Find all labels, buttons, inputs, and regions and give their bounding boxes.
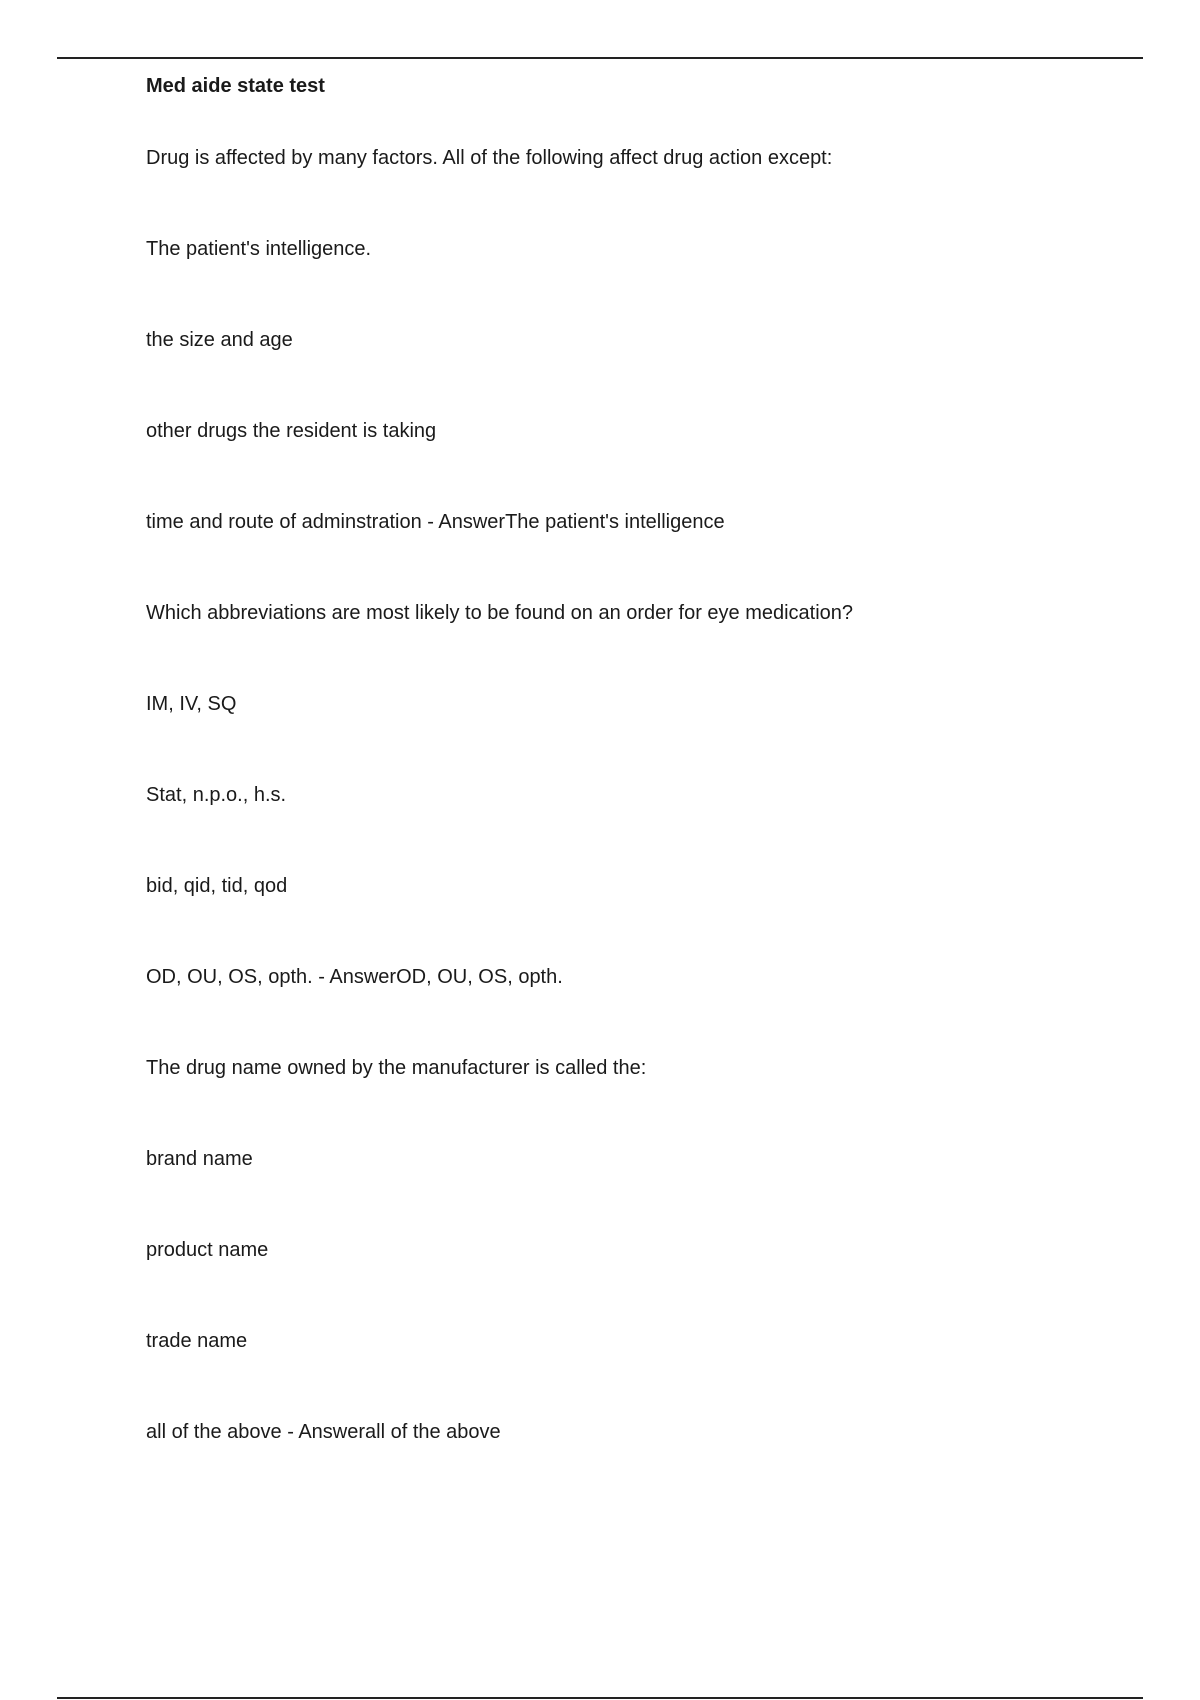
question-3-option-1: brand name — [146, 1148, 253, 1170]
question-1-option-3: other drugs the resident is taking — [146, 420, 437, 442]
question-2-option-2: Stat, n.p.o., h.s. — [146, 784, 287, 806]
question-1-text: Drug is affected by many factors. All of the following affect drug action except: — [146, 147, 833, 169]
question-1-option-2: the size and age — [146, 329, 293, 351]
question-3-option-3: trade name — [146, 1330, 248, 1352]
question-1-option-4-answer: time and route of adminstration - AnswerThe patient's intelligence — [146, 511, 725, 533]
top-rule — [57, 57, 1143, 59]
question-2-option-3: bid, qid, tid, qod — [146, 875, 288, 897]
question-3-text: The drug name owned by the manufacturer is called the: — [146, 1057, 647, 1079]
question-1-option-1: The patient's intelligence. — [146, 238, 372, 260]
question-2-option-4-answer: OD, OU, OS, opth. - AnswerOD, OU, OS, opth. — [146, 966, 563, 988]
question-2-text: Which abbreviations are most likely to be found on an order for eye medication? — [146, 602, 854, 624]
question-3-option-4-answer: all of the above - Answerall of the above — [146, 1421, 501, 1443]
question-2-option-1: IM, IV, SQ — [146, 693, 237, 715]
question-3-option-2: product name — [146, 1239, 269, 1261]
bottom-rule — [57, 1697, 1143, 1699]
document-title: Med aide state test — [146, 75, 325, 97]
